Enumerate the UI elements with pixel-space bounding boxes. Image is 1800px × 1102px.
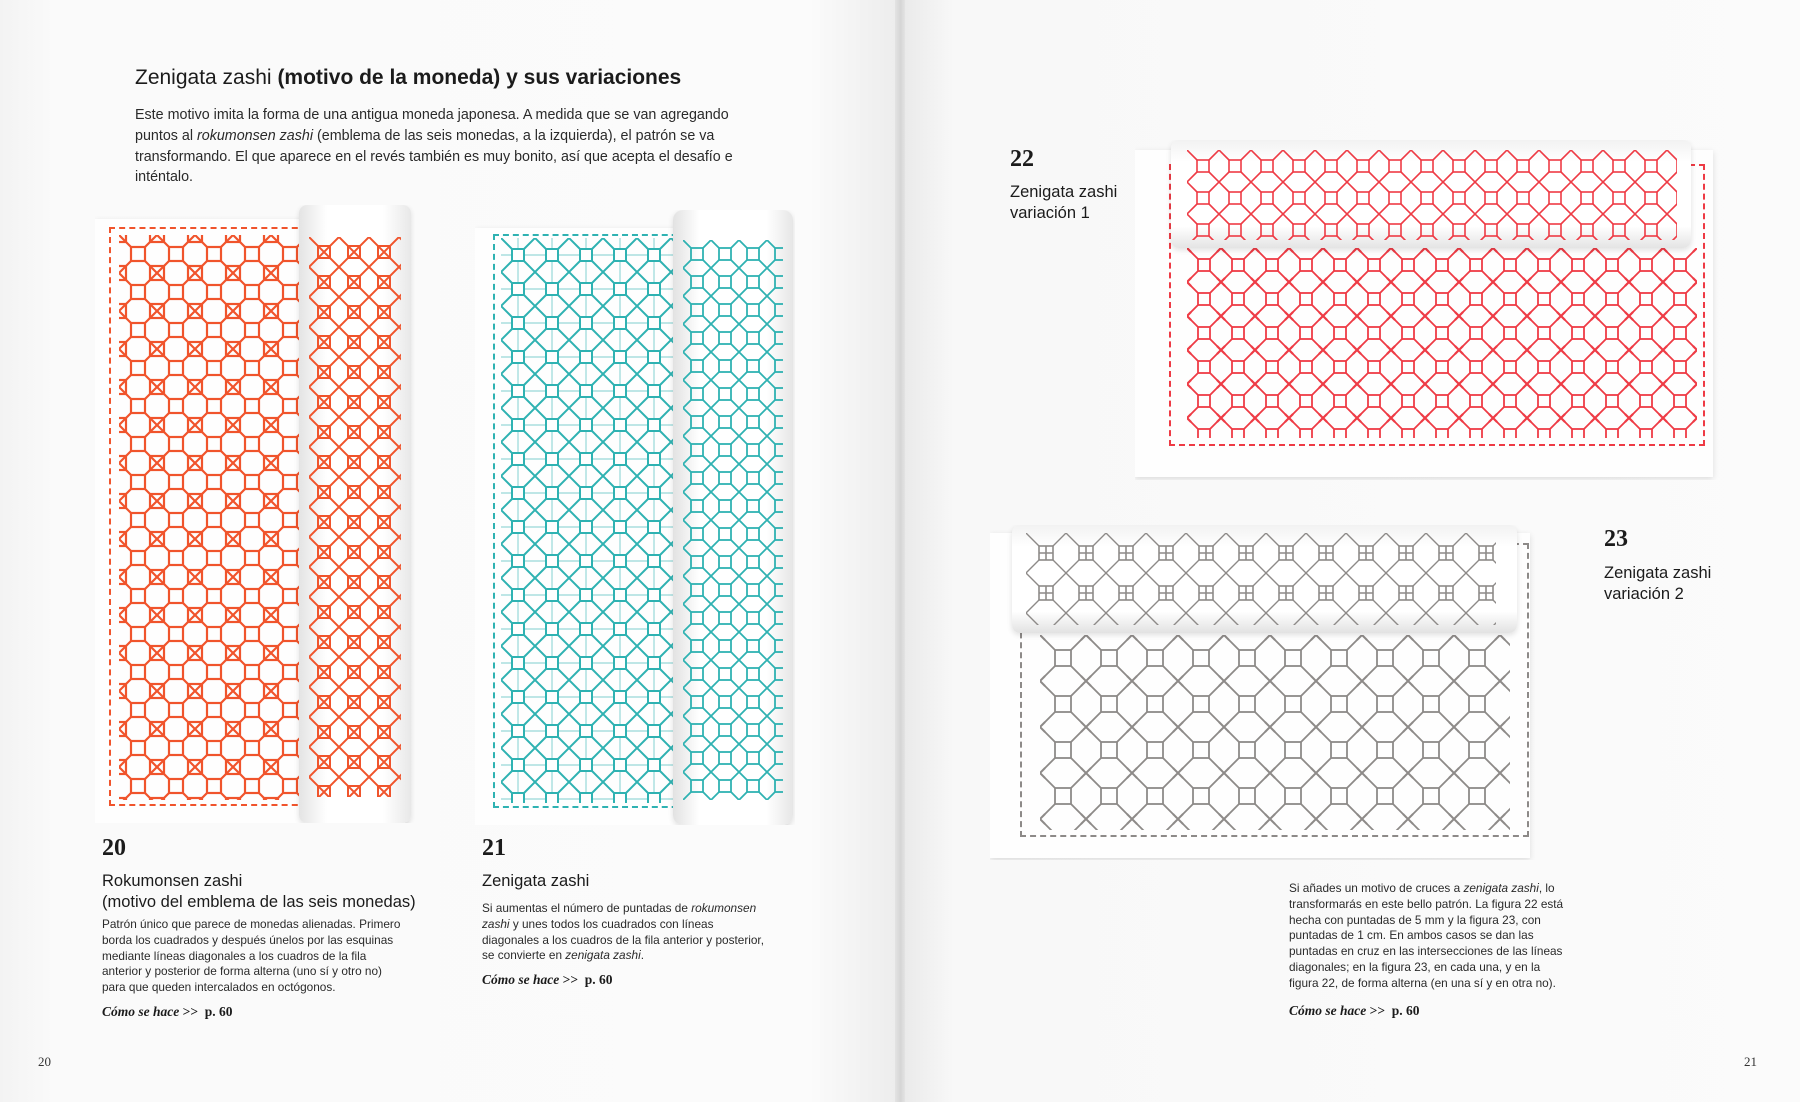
- label-line: (motivo del emblema de las seis monedas): [102, 893, 416, 911]
- ref-arrows: >>: [182, 1004, 199, 1019]
- book-spine: [895, 0, 905, 1102]
- intro-text-2: (emblema de las seis monedas, a la izquierda), el patrón se va transformando. El que aparece en el revés también es muy bonito, así que acepta el desafío e inténtalo.: [135, 127, 733, 186]
- ref-page: p. 60: [584, 972, 613, 987]
- label-line: variación 2: [1604, 585, 1684, 603]
- title-regular: Zenigata zashi: [135, 66, 272, 89]
- figure-label-20: [102, 871, 416, 913]
- zenigata-variation1-photo: [1135, 140, 1720, 480]
- figure-label-23: [1604, 563, 1711, 605]
- ref-label: Cómo se hace: [482, 972, 560, 987]
- figure-number-23: 23: [1604, 526, 1628, 552]
- pattern-red-reverse: [1187, 150, 1677, 240]
- title-bold: (motivo de la moneda) y sus variaciones: [277, 66, 682, 89]
- intro-italic: rokumonsen zashi: [197, 127, 314, 144]
- ref-page: p. 60: [1391, 1003, 1420, 1018]
- ref-label: Cómo se hace: [102, 1004, 180, 1019]
- how-to-link-22-23[interactable]: [1289, 1003, 1420, 1019]
- how-to-link-21[interactable]: [482, 972, 613, 988]
- pattern-orange-reverse: [309, 237, 401, 797]
- ref-page: p. 60: [204, 1004, 233, 1019]
- desc-italic: zenigata zashi: [565, 948, 641, 963]
- zenigata-embroidery-photo: [475, 210, 795, 825]
- figure-label-21: Zenigata zashi: [482, 872, 590, 890]
- figure-number-22: 22: [1010, 146, 1034, 172]
- desc-text: Si añades un motivo de cruces a: [1289, 881, 1464, 895]
- figure-label-22: [1010, 182, 1117, 224]
- figure-description-21: [482, 901, 764, 964]
- figure-description-22-23: [1289, 881, 1565, 992]
- intro-paragraph: [135, 105, 775, 188]
- page-number-left: 20: [38, 1054, 51, 1069]
- pattern-gray-reverse: [1026, 533, 1496, 625]
- how-to-link-20[interactable]: [102, 1004, 233, 1020]
- page-number-right: 21: [1744, 1054, 1757, 1069]
- label-line: Zenigata zashi: [1010, 183, 1118, 201]
- desc-text: .: [640, 948, 644, 963]
- desc-italic: rokumonsen zashi: [482, 901, 757, 931]
- rokumonsen-embroidery-photo: [95, 205, 415, 823]
- figure-number-20: 20: [102, 835, 126, 861]
- desc-italic: zenigata zashi: [1463, 881, 1539, 895]
- desc-text: , lo transformarás en este bello patrón. La figura 22 está hecha con puntadas de 5 mm y la figura 23, con puntadas de 1 cm. En ambos casos se dan las puntadas en cruz en las intersecciones de las líneas diagonales; en la figura 23, en cada una, y en la figura 22, de forma alterna (en una sí y en otra no).: [1289, 881, 1564, 990]
- figure-description-20: Patrón único que parece de monedas alienadas. Primero borda los cuadrados y después únelos por las esquinas mediante líneas diagonales a los cuadros de la fila anterior y posterior de forma alterna (uno sí y otro no) para que queden intercalados en octógonos.: [102, 917, 401, 995]
- ref-label: Cómo se hace: [1289, 1003, 1367, 1018]
- label-line: variación 1: [1010, 204, 1090, 222]
- desc-text: y unes todos los cuadrados con líneas diagonales a los cuadros de la fila anterior y posterior, se convierte en: [482, 916, 764, 963]
- zenigata-variation2-photo: [990, 525, 1535, 860]
- ref-arrows: >>: [562, 972, 579, 987]
- section-title: [135, 66, 681, 90]
- label-line: Rokumonsen zashi: [102, 872, 243, 890]
- pattern-teal-reverse: [683, 240, 783, 800]
- label-line: Zenigata zashi: [1604, 564, 1712, 582]
- desc-text: Si aumentas el número de puntadas de: [482, 901, 692, 915]
- ref-arrows: >>: [1369, 1003, 1386, 1018]
- intro-text-1: Este motivo imita la forma de una antigua moneda japonesa. A medida que se van agregando puntos al: [135, 107, 729, 144]
- figure-number-21: 21: [482, 835, 506, 861]
